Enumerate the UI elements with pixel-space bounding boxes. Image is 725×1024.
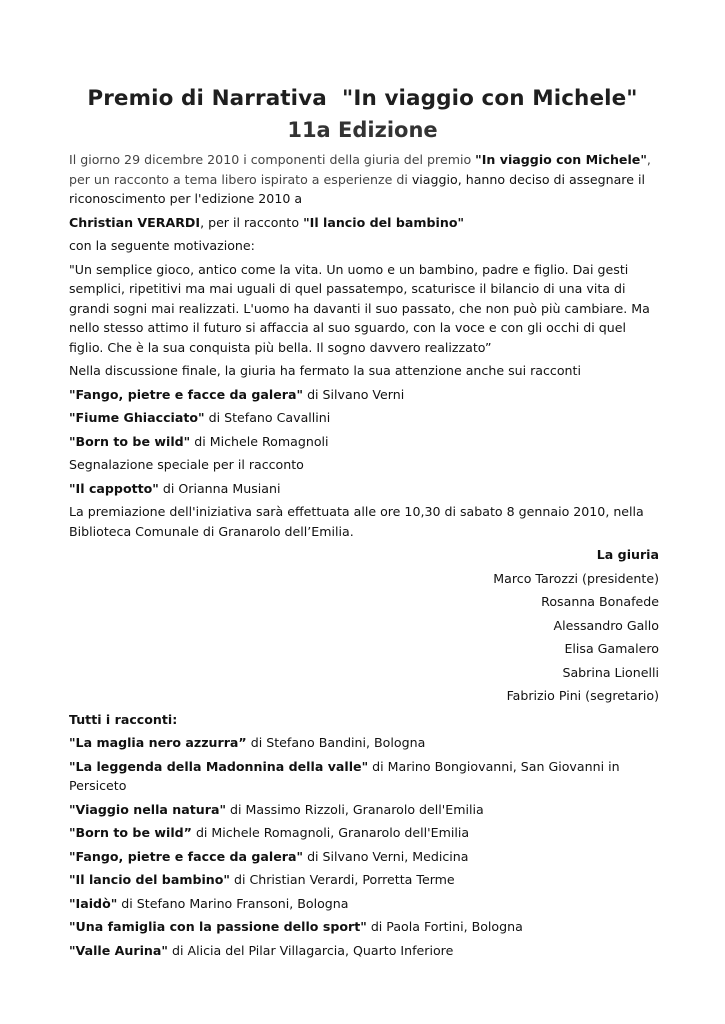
story-item (69, 733, 659, 753)
story-title: "Iaidò" (69, 895, 118, 911)
intro-text-1: Il giorno 29 dicembre 2010 i componenti della giuria del premio (69, 152, 476, 167)
intro-text-3: , hanno deciso di assegnare il riconoscimento per l'edizione 2010 a (69, 171, 645, 206)
story-author: di Stefano Bandini, Bologna (246, 735, 426, 750)
jury-member: Elisa Gamalero (564, 641, 659, 656)
story-item (69, 823, 659, 843)
all-stories-heading: Tutti i racconti: (69, 711, 178, 727)
story-title: "Una famiglia con la passione dello sport" (69, 919, 367, 934)
story-author: di Michele Romagnoli, Granarolo dell'Emilia (191, 825, 470, 840)
special-intro: Segnalazione speciale per il racconto (69, 457, 304, 472)
story-title: "Il lancio del bambino" (69, 872, 230, 887)
story-author: di Christian Verardi, Porretta Terme (229, 872, 455, 887)
jury-member: Rosanna Bonafede (541, 594, 659, 609)
mention-item (69, 385, 659, 405)
story-author: di Stefano Marino Fransoni, Bologna (117, 895, 349, 911)
story-author: di Silvano Verni, Medicina (303, 848, 469, 864)
story-title: "Viaggio nella natura" (69, 801, 227, 817)
jury-member: Sabrina Lionelli (562, 664, 659, 680)
winner-mid: , per il racconto (200, 214, 304, 230)
mention-title: "Fiume Ghiacciato" (69, 410, 205, 425)
story-item (69, 917, 659, 937)
jury-member: Fabrizio Pini (segretario) (506, 688, 659, 703)
story-item (69, 870, 659, 890)
mention-item (69, 408, 659, 428)
motivation-text: "Un semplice gioco, antico come la vita. Un uomo e un bambino, padre e figlio. Dai gesti semplici, ripetitivi ma mai uguali di quel passatempo, scaturisce il bilancio di una vita di grandi sogni mai realizzati. L'uomo ha davanti il suo passato, che non può più cambiare. Ma nello stesso attimo il futuro si affaccia al suo sguardo, con la voce e con gli occhi di quel figlio. Che è la sua conquista più bella. Il sogno davvero realizzato” (69, 261, 650, 355)
mention-author: di Silvano Verni (303, 386, 405, 402)
document-title: Premio di Narrativa "In viaggio con Michele" (87, 86, 638, 111)
jury-block (69, 545, 659, 706)
story-item (69, 847, 659, 867)
intro-paragraph (69, 150, 659, 209)
winner-name: Christian VERARDI (69, 214, 201, 230)
motivation-intro: con la seguente motivazione: (69, 238, 255, 253)
special-author: di Orianna Musiani (158, 480, 281, 496)
final-note: Nella discussione finale, la giuria ha fermato la sua attenzione anche sui racconti (69, 363, 581, 378)
story-author: di Marino Bongiovanni, San Giovanni in Persiceto (69, 758, 620, 793)
story-item (69, 941, 659, 961)
story-author: di Alicia del Pilar Villagarcia, Quarto Inferiore (167, 942, 454, 958)
story-item (69, 757, 659, 796)
edition-heading: 11a Edizione (287, 118, 438, 142)
mention-item (69, 432, 659, 452)
story-title: "Fango, pietre e facce da galera" (69, 848, 304, 864)
story-title: "Born to be wild” (69, 825, 192, 840)
mention-title: "Born to be wild" (69, 433, 191, 449)
intro-premio-name: "In viaggio con Michele" (475, 152, 647, 167)
story-author: di Paola Fortini, Bologna (366, 919, 523, 934)
ceremony-note: La premiazione dell'iniziativa sarà effettuata alle ore 10,30 di sabato 8 gennaio 2010, nella Biblioteca Comunale di Granarolo dell’Emilia. (69, 504, 644, 539)
story-item (69, 894, 659, 914)
story-title: "La maglia nero azzurra” (69, 735, 247, 750)
jury-member: Marco Tarozzi (presidente) (493, 570, 659, 586)
document-body (69, 150, 659, 964)
mention-title: "Fango, pietre e facce da galera" (69, 386, 304, 402)
jury-heading: La giuria (596, 547, 659, 562)
intro-viaggio: viaggio (411, 171, 458, 187)
story-item (69, 800, 659, 820)
winner-line (69, 213, 659, 233)
story-title: "Valle Aurina" (69, 942, 168, 958)
mention-author: di Michele Romagnoli (190, 433, 329, 449)
jury-member: Alessandro Gallo (553, 617, 659, 633)
intro-text-2: , per un racconto a tema libero ispirato a esperienze di (69, 152, 651, 187)
story-author: di Massimo Rizzoli, Granarolo dell'Emilia (226, 801, 484, 817)
mention-author: di Stefano Cavallini (204, 410, 331, 425)
special-title: "Il cappotto" (69, 480, 159, 496)
story-title: "La leggenda della Madonnina della valle" (69, 758, 369, 774)
winner-story: "Il lancio del bambino" (303, 214, 465, 230)
special-item (69, 479, 659, 499)
